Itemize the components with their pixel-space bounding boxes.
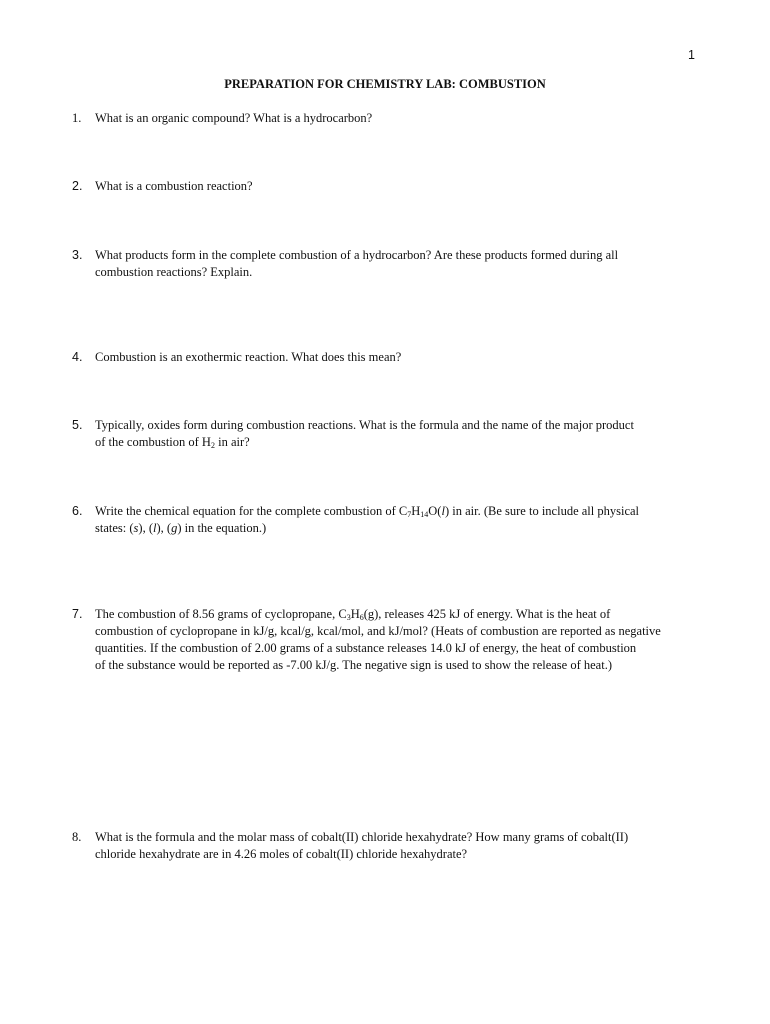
question-text-line-2: states: (s), (l), (g) in the equation.) <box>95 521 267 535</box>
question-7 <box>72 606 732 674</box>
question-8 <box>72 829 732 863</box>
question-text <box>95 417 732 451</box>
question-text-line-4: of the substance would be reported as -7.00 kJ/g. The negative sign is used to show the release of heat.) <box>95 658 612 672</box>
question-number: 3. <box>72 248 83 262</box>
question-text-line-1: What is the formula and the molar mass of cobalt(II) chloride hexahydrate? How many grams of cobalt(II) <box>95 830 629 844</box>
question-text: What is a combustion reaction? <box>95 179 253 193</box>
question-text <box>95 829 732 863</box>
question-text <box>95 503 732 537</box>
question-number: 8. <box>72 830 82 844</box>
question-number: 7. <box>72 607 83 621</box>
question-text-line-2: combustion reactions? Explain. <box>95 265 253 279</box>
question-1 <box>72 110 732 127</box>
question-text-line-2: combustion of cyclopropane in kJ/g, kcal/g, kcal/mol, and kJ/mol? (Heats of combustion are reported as negative <box>95 624 661 638</box>
question-text-line-1: The combustion of 8.56 grams of cyclopropane, $C_3H_6(g)$, releases 425 kJ of energy. What is the heat of <box>95 607 611 622</box>
question-text-line-2: of the combustion of $H_2$ in air? <box>95 435 250 450</box>
question-number: 4. <box>72 350 83 364</box>
question-number: 6. <box>72 504 83 518</box>
question-4 <box>72 349 732 366</box>
question-text <box>95 247 732 281</box>
question-text <box>95 606 732 674</box>
question-text: What is an organic compound? What is a hydrocarbon? <box>95 111 373 125</box>
question-6 <box>72 503 732 537</box>
question-text-line-1: Typically, oxides form during combustion reactions. What is the formula and the name of the major product <box>95 418 634 432</box>
question-text-line-1: Write the chemical equation for the complete combustion of $C_7H_{14}O(l)$ in air. (Be sure to include all physical <box>95 504 640 519</box>
question-text-line-1: What products form in the complete combustion of a hydrocarbon? Are these products formed during all <box>95 248 619 262</box>
question-number: 5. <box>72 418 83 432</box>
question-2 <box>72 178 732 195</box>
question-3 <box>72 247 732 281</box>
question-text-line-3: quantities. If the combustion of 2.00 grams of a substance releases 14.0 kJ of energy, the heat of combustion <box>95 641 637 655</box>
question-text: Combustion is an exothermic reaction. What does this mean? <box>95 350 402 364</box>
question-number: 2. <box>72 179 83 193</box>
page-number: 1 <box>688 48 695 62</box>
question-number: 1. <box>72 111 82 125</box>
page-title: PREPARATION FOR CHEMISTRY LAB: COMBUSTION <box>224 77 546 91</box>
question-5 <box>72 417 732 451</box>
question-text-line-2: chloride hexahydrate are in 4.26 moles of cobalt(II) chloride hexahydrate? <box>95 847 468 861</box>
